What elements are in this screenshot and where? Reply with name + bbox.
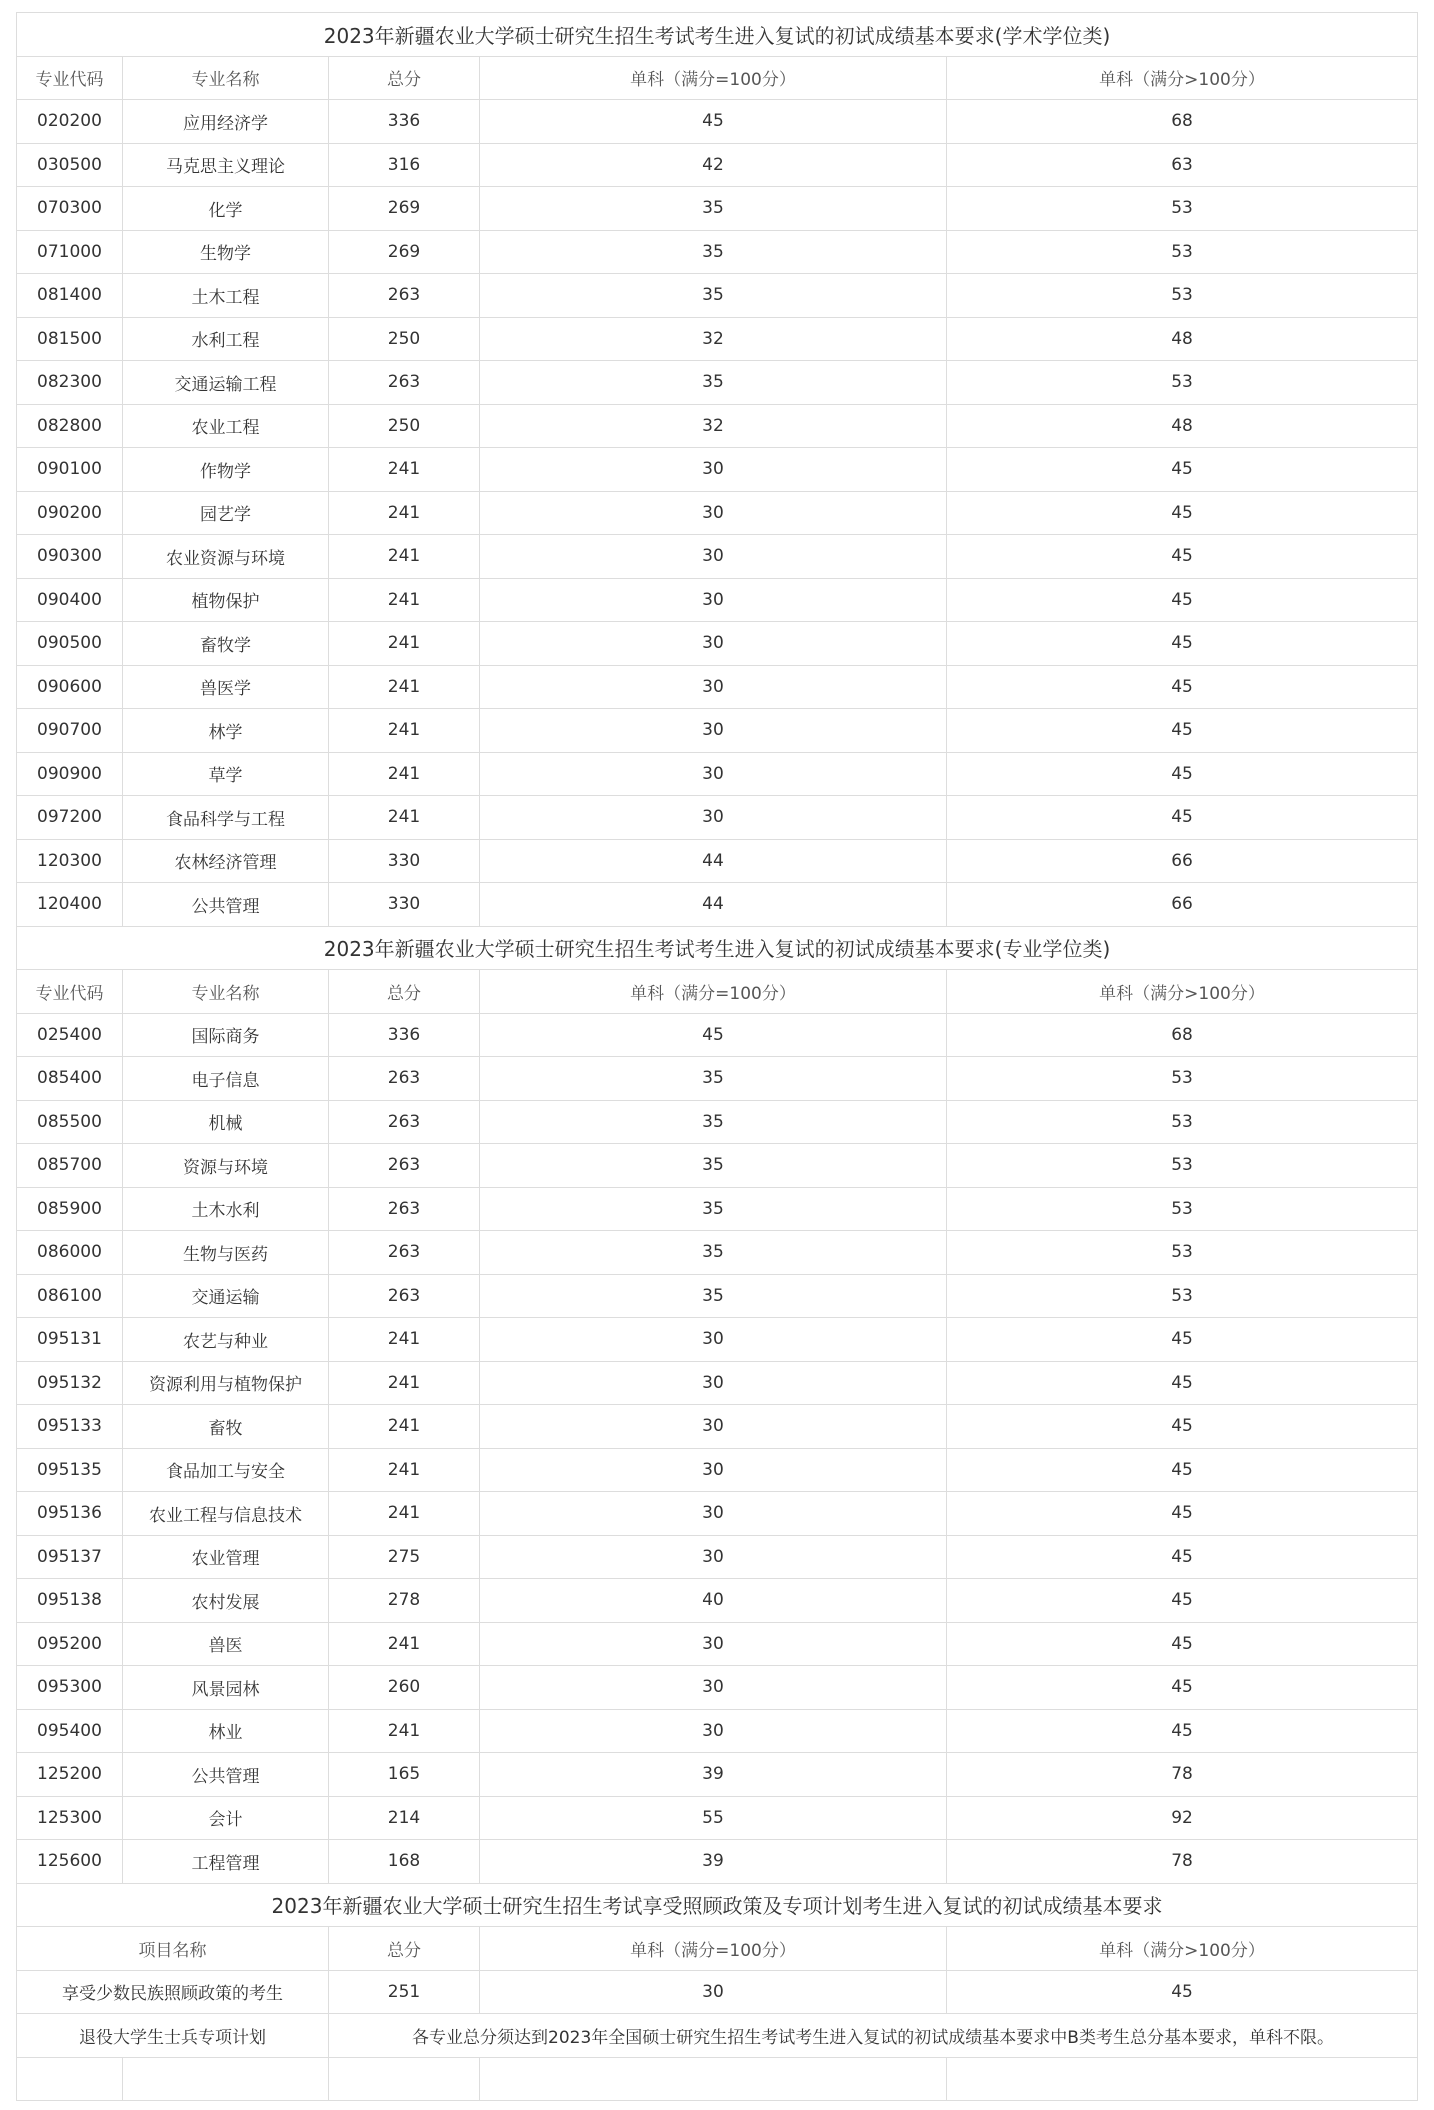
table-row — [17, 752, 1418, 796]
project-name: 享受少数民族照顾政策的考生 — [17, 1970, 329, 2014]
table-row — [17, 1231, 1418, 1275]
total-score: 263 — [329, 1057, 480, 1101]
table-row — [17, 1057, 1418, 1101]
single-100-score: 30 — [480, 1535, 947, 1579]
header-single-over-100: 单科（满分>100分） — [947, 56, 1418, 100]
major-code: 095138 — [17, 1579, 123, 1623]
empty-cell — [329, 2057, 480, 2101]
total-score: 269 — [329, 230, 480, 274]
single-over-100-score: 48 — [947, 404, 1418, 448]
single-100-score: 40 — [480, 1579, 947, 1623]
header-single-100: 单科（满分=100分） — [480, 1927, 947, 1971]
single-over-100-score: 45 — [947, 1318, 1418, 1362]
single-100-score: 32 — [480, 317, 947, 361]
single-100-score: 35 — [480, 1274, 947, 1318]
table-row — [17, 361, 1418, 405]
single-over-100-score: 45 — [947, 1970, 1418, 2014]
single-100-score: 30 — [480, 1448, 947, 1492]
single-over-100-score: 48 — [947, 317, 1418, 361]
single-over-100-score: 45 — [947, 1535, 1418, 1579]
major-name: 食品加工与安全 — [123, 1448, 329, 1492]
single-100-score: 30 — [480, 448, 947, 492]
major-code: 120300 — [17, 839, 123, 883]
table-row — [17, 1535, 1418, 1579]
header-major: 专业名称 — [123, 970, 329, 1014]
major-name: 公共管理 — [123, 1753, 329, 1797]
major-code: 085400 — [17, 1057, 123, 1101]
major-code: 095200 — [17, 1622, 123, 1666]
single-100-score: 39 — [480, 1753, 947, 1797]
major-name: 资源利用与植物保护 — [123, 1361, 329, 1405]
single-100-score: 30 — [480, 1318, 947, 1362]
major-name: 水利工程 — [123, 317, 329, 361]
total-score: 263 — [329, 1144, 480, 1188]
major-code: 125200 — [17, 1753, 123, 1797]
major-name: 土木工程 — [123, 274, 329, 318]
major-code: 085700 — [17, 1144, 123, 1188]
table-row — [17, 1709, 1418, 1753]
header-single-100: 单科（满分=100分） — [480, 970, 947, 1014]
total-score: 250 — [329, 317, 480, 361]
major-code: 120400 — [17, 883, 123, 927]
total-score: 260 — [329, 1666, 480, 1710]
single-over-100-score: 68 — [947, 100, 1418, 144]
single-over-100-score: 45 — [947, 1405, 1418, 1449]
empty-row — [17, 2057, 1418, 2101]
single-over-100-score: 53 — [947, 1100, 1418, 1144]
major-code: 095400 — [17, 1709, 123, 1753]
total-score: 241 — [329, 578, 480, 622]
single-over-100-score: 45 — [947, 448, 1418, 492]
project-name: 退役大学生士兵专项计划 — [17, 2014, 329, 2058]
total-score: 250 — [329, 404, 480, 448]
major-code: 090700 — [17, 709, 123, 753]
single-100-score: 35 — [480, 230, 947, 274]
project-note: 各专业总分须达到2023年全国硕士研究生招生考试考生进入复试的初试成绩基本要求中B类考生总分基本要求，单科不限。 — [329, 2014, 1418, 2058]
single-over-100-score: 53 — [947, 1274, 1418, 1318]
single-over-100-score: 45 — [947, 665, 1418, 709]
major-name: 兽医学 — [123, 665, 329, 709]
header-single-over-100: 单科（满分>100分） — [947, 1927, 1418, 1971]
major-code: 086100 — [17, 1274, 123, 1318]
single-100-score: 30 — [480, 1361, 947, 1405]
table-row — [17, 1796, 1418, 1840]
major-code: 030500 — [17, 143, 123, 187]
single-100-score: 42 — [480, 143, 947, 187]
major-code: 081500 — [17, 317, 123, 361]
table-row — [17, 1405, 1418, 1449]
single-over-100-score: 45 — [947, 1448, 1418, 1492]
total-score: 168 — [329, 1840, 480, 1884]
single-over-100-score: 45 — [947, 1492, 1418, 1536]
major-code: 090600 — [17, 665, 123, 709]
major-name: 交通运输工程 — [123, 361, 329, 405]
major-code: 125600 — [17, 1840, 123, 1884]
table-row — [17, 1492, 1418, 1536]
header-single-over-100: 单科（满分>100分） — [947, 970, 1418, 1014]
total-score: 336 — [329, 1013, 480, 1057]
table-row — [17, 665, 1418, 709]
single-over-100-score: 45 — [947, 578, 1418, 622]
major-name: 工程管理 — [123, 1840, 329, 1884]
table-row — [17, 1840, 1418, 1884]
single-100-score: 30 — [480, 665, 947, 709]
total-score: 330 — [329, 883, 480, 927]
single-over-100-score: 66 — [947, 883, 1418, 927]
major-name: 公共管理 — [123, 883, 329, 927]
major-name: 生物学 — [123, 230, 329, 274]
empty-cell — [947, 2057, 1418, 2101]
single-over-100-score: 78 — [947, 1840, 1418, 1884]
major-name: 食品科学与工程 — [123, 796, 329, 840]
total-score: 241 — [329, 665, 480, 709]
major-code: 095133 — [17, 1405, 123, 1449]
major-name: 资源与环境 — [123, 1144, 329, 1188]
single-100-score: 30 — [480, 709, 947, 753]
table-row — [17, 491, 1418, 535]
single-100-score: 30 — [480, 752, 947, 796]
major-name: 农艺与种业 — [123, 1318, 329, 1362]
table-row — [17, 622, 1418, 666]
major-code: 095135 — [17, 1448, 123, 1492]
total-score: 269 — [329, 187, 480, 231]
score-requirements-table — [16, 12, 1418, 2101]
major-name: 生物与医药 — [123, 1231, 329, 1275]
single-over-100-score: 53 — [947, 1144, 1418, 1188]
total-score: 165 — [329, 1753, 480, 1797]
total-score: 275 — [329, 1535, 480, 1579]
header-major: 专业名称 — [123, 56, 329, 100]
single-over-100-score: 53 — [947, 187, 1418, 231]
single-over-100-score: 63 — [947, 143, 1418, 187]
total-score: 241 — [329, 1622, 480, 1666]
total-score: 241 — [329, 448, 480, 492]
total-score: 214 — [329, 1796, 480, 1840]
single-100-score: 45 — [480, 100, 947, 144]
major-code: 090200 — [17, 491, 123, 535]
single-100-score: 35 — [480, 361, 947, 405]
table-row — [17, 1448, 1418, 1492]
total-score: 330 — [329, 839, 480, 883]
total-score: 263 — [329, 1274, 480, 1318]
single-over-100-score: 45 — [947, 752, 1418, 796]
major-code: 090400 — [17, 578, 123, 622]
major-code: 095300 — [17, 1666, 123, 1710]
table-row — [17, 1100, 1418, 1144]
major-name: 应用经济学 — [123, 100, 329, 144]
empty-cell — [17, 2057, 123, 2101]
total-score: 316 — [329, 143, 480, 187]
single-100-score: 35 — [480, 1187, 947, 1231]
single-100-score: 30 — [480, 1709, 947, 1753]
header-single-100: 单科（满分=100分） — [480, 56, 947, 100]
special-section — [17, 1883, 1418, 2101]
major-name: 林学 — [123, 709, 329, 753]
professional-title: 2023年新疆农业大学硕士研究生招生考试考生进入复试的初试成绩基本要求(专业学位类) — [17, 926, 1418, 970]
table-row — [17, 1666, 1418, 1710]
single-100-score: 30 — [480, 1405, 947, 1449]
single-over-100-score: 45 — [947, 1622, 1418, 1666]
major-code: 090100 — [17, 448, 123, 492]
major-name: 交通运输 — [123, 1274, 329, 1318]
table-row — [17, 1187, 1418, 1231]
table-row — [17, 274, 1418, 318]
total-score: 241 — [329, 752, 480, 796]
major-code: 095132 — [17, 1361, 123, 1405]
major-code: 082300 — [17, 361, 123, 405]
single-100-score: 39 — [480, 1840, 947, 1884]
major-code: 020200 — [17, 100, 123, 144]
major-code: 090500 — [17, 622, 123, 666]
single-over-100-score: 45 — [947, 709, 1418, 753]
table-row — [17, 578, 1418, 622]
total-score: 241 — [329, 709, 480, 753]
table-row — [17, 1579, 1418, 1623]
major-name: 畜牧学 — [123, 622, 329, 666]
professional-section — [17, 926, 1418, 1883]
total-score: 278 — [329, 1579, 480, 1623]
major-code: 125300 — [17, 1796, 123, 1840]
table-row — [17, 1622, 1418, 1666]
table-row — [17, 839, 1418, 883]
total-score: 241 — [329, 1405, 480, 1449]
single-over-100-score: 78 — [947, 1753, 1418, 1797]
header-project: 项目名称 — [17, 1927, 329, 1971]
major-code: 086000 — [17, 1231, 123, 1275]
total-score: 336 — [329, 100, 480, 144]
major-name: 农林经济管理 — [123, 839, 329, 883]
single-100-score: 32 — [480, 404, 947, 448]
table-row — [17, 1753, 1418, 1797]
table-row — [17, 796, 1418, 840]
header-code: 专业代码 — [17, 56, 123, 100]
single-over-100-score: 45 — [947, 622, 1418, 666]
single-100-score: 44 — [480, 839, 947, 883]
table-row — [17, 1361, 1418, 1405]
table-row — [17, 187, 1418, 231]
total-score: 241 — [329, 1448, 480, 1492]
major-name: 林业 — [123, 1709, 329, 1753]
single-over-100-score: 66 — [947, 839, 1418, 883]
total-score: 241 — [329, 1318, 480, 1362]
single-100-score: 30 — [480, 535, 947, 579]
total-score: 241 — [329, 491, 480, 535]
single-over-100-score: 45 — [947, 1579, 1418, 1623]
single-100-score: 30 — [480, 1666, 947, 1710]
single-over-100-score: 45 — [947, 1361, 1418, 1405]
single-100-score: 30 — [480, 796, 947, 840]
major-name: 马克思主义理论 — [123, 143, 329, 187]
single-over-100-score: 45 — [947, 535, 1418, 579]
single-over-100-score: 45 — [947, 796, 1418, 840]
single-over-100-score: 53 — [947, 1187, 1418, 1231]
major-name: 农村发展 — [123, 1579, 329, 1623]
single-100-score: 45 — [480, 1013, 947, 1057]
single-over-100-score: 53 — [947, 361, 1418, 405]
table-row — [17, 883, 1418, 927]
major-code: 025400 — [17, 1013, 123, 1057]
major-name: 园艺学 — [123, 491, 329, 535]
total-score: 263 — [329, 1231, 480, 1275]
total-score: 251 — [329, 1970, 480, 2014]
total-score: 241 — [329, 1492, 480, 1536]
major-code: 070300 — [17, 187, 123, 231]
single-100-score: 30 — [480, 491, 947, 535]
single-100-score: 35 — [480, 1231, 947, 1275]
table-row — [17, 2014, 1418, 2058]
total-score: 263 — [329, 274, 480, 318]
header-code: 专业代码 — [17, 970, 123, 1014]
major-code: 095131 — [17, 1318, 123, 1362]
header-total: 总分 — [329, 1927, 480, 1971]
table-row — [17, 1013, 1418, 1057]
major-code: 085900 — [17, 1187, 123, 1231]
major-code: 097200 — [17, 796, 123, 840]
total-score: 241 — [329, 622, 480, 666]
single-over-100-score: 53 — [947, 230, 1418, 274]
special-title: 2023年新疆农业大学硕士研究生招生考试享受照顾政策及专项计划考生进入复试的初试成绩基本要求 — [17, 1883, 1418, 1927]
major-name: 植物保护 — [123, 578, 329, 622]
single-100-score: 35 — [480, 1057, 947, 1101]
single-100-score: 30 — [480, 1492, 947, 1536]
total-score: 263 — [329, 361, 480, 405]
table-row — [17, 1274, 1418, 1318]
table-row — [17, 709, 1418, 753]
major-code: 071000 — [17, 230, 123, 274]
major-name: 畜牧 — [123, 1405, 329, 1449]
total-score: 263 — [329, 1187, 480, 1231]
academic-section — [17, 13, 1418, 927]
table-row — [17, 448, 1418, 492]
major-code: 095137 — [17, 1535, 123, 1579]
major-name: 土木水利 — [123, 1187, 329, 1231]
major-name: 农业资源与环境 — [123, 535, 329, 579]
major-code: 082800 — [17, 404, 123, 448]
single-100-score: 44 — [480, 883, 947, 927]
single-over-100-score: 45 — [947, 491, 1418, 535]
single-over-100-score: 45 — [947, 1666, 1418, 1710]
table-row — [17, 317, 1418, 361]
single-over-100-score: 92 — [947, 1796, 1418, 1840]
major-name: 国际商务 — [123, 1013, 329, 1057]
single-100-score: 30 — [480, 1970, 947, 2014]
total-score: 241 — [329, 535, 480, 579]
single-100-score: 35 — [480, 187, 947, 231]
table-row — [17, 1144, 1418, 1188]
single-over-100-score: 53 — [947, 1057, 1418, 1101]
major-code: 085500 — [17, 1100, 123, 1144]
single-100-score: 30 — [480, 622, 947, 666]
major-name: 作物学 — [123, 448, 329, 492]
major-code: 090300 — [17, 535, 123, 579]
empty-cell — [480, 2057, 947, 2101]
single-100-score: 30 — [480, 578, 947, 622]
table-row — [17, 535, 1418, 579]
single-100-score: 55 — [480, 1796, 947, 1840]
single-over-100-score: 68 — [947, 1013, 1418, 1057]
single-100-score: 30 — [480, 1622, 947, 1666]
table-row — [17, 143, 1418, 187]
major-name: 农业工程与信息技术 — [123, 1492, 329, 1536]
table-row — [17, 404, 1418, 448]
major-name: 电子信息 — [123, 1057, 329, 1101]
total-score: 241 — [329, 796, 480, 840]
single-over-100-score: 53 — [947, 274, 1418, 318]
header-total: 总分 — [329, 970, 480, 1014]
single-over-100-score: 53 — [947, 1231, 1418, 1275]
major-code: 081400 — [17, 274, 123, 318]
total-score: 241 — [329, 1709, 480, 1753]
major-name: 会计 — [123, 1796, 329, 1840]
major-name: 草学 — [123, 752, 329, 796]
major-name: 兽医 — [123, 1622, 329, 1666]
table-row — [17, 1970, 1418, 2014]
major-name: 农业工程 — [123, 404, 329, 448]
major-name: 农业管理 — [123, 1535, 329, 1579]
major-code: 090900 — [17, 752, 123, 796]
academic-title: 2023年新疆农业大学硕士研究生招生考试考生进入复试的初试成绩基本要求(学术学位类) — [17, 13, 1418, 57]
header-total: 总分 — [329, 56, 480, 100]
total-score: 263 — [329, 1100, 480, 1144]
table-row — [17, 100, 1418, 144]
single-100-score: 35 — [480, 274, 947, 318]
empty-cell — [123, 2057, 329, 2101]
total-score: 241 — [329, 1361, 480, 1405]
table-row — [17, 230, 1418, 274]
single-over-100-score: 45 — [947, 1709, 1418, 1753]
major-name: 化学 — [123, 187, 329, 231]
major-name: 机械 — [123, 1100, 329, 1144]
major-code: 095136 — [17, 1492, 123, 1536]
major-name: 风景园林 — [123, 1666, 329, 1710]
single-100-score: 35 — [480, 1100, 947, 1144]
table-row — [17, 1318, 1418, 1362]
single-100-score: 35 — [480, 1144, 947, 1188]
